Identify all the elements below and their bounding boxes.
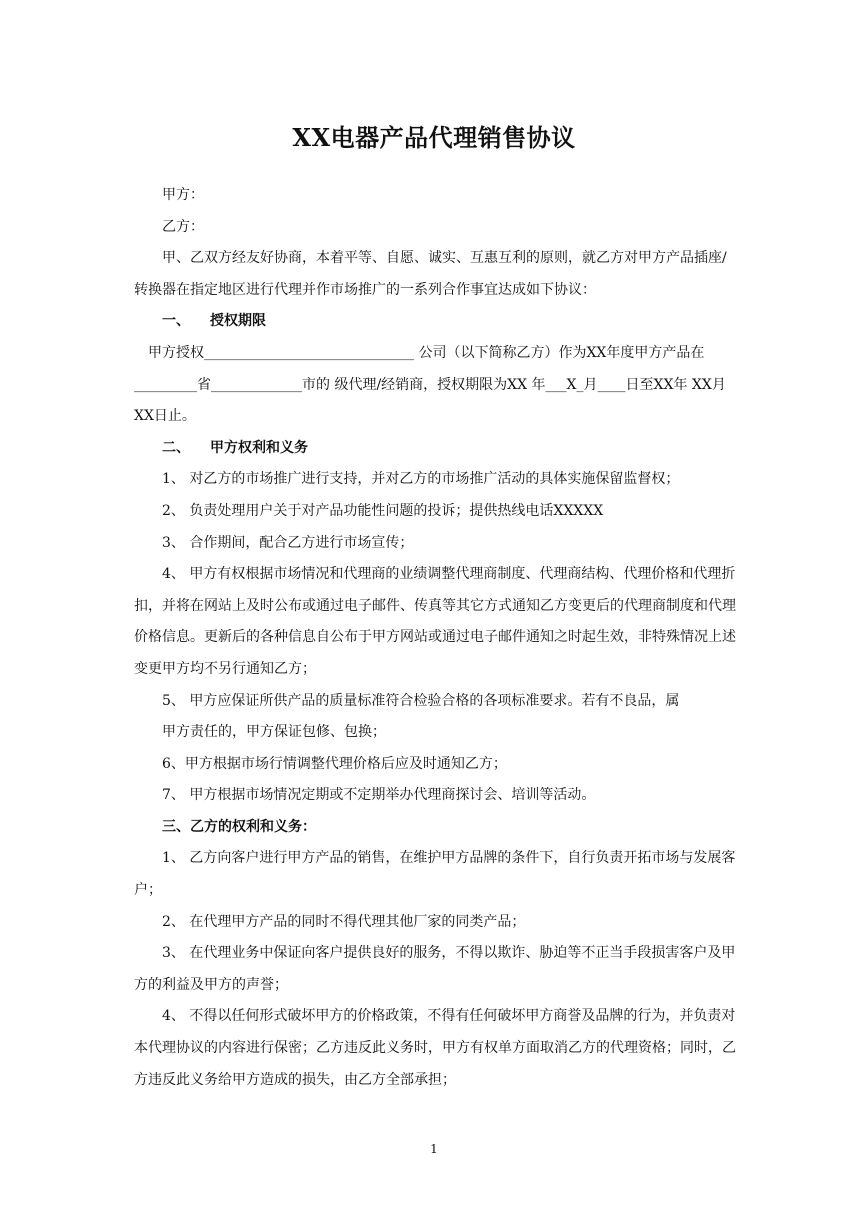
section-2-item-3: 3、 合作期间，配合乙方进行市场宣传；: [162, 534, 414, 551]
section-3-heading: 三、乙方的权利和义务：: [162, 818, 316, 835]
section-1-text: 甲方授权______________________________ 公司（以下简称乙方）作为XX年度甲方产品在_________省_____________市的 级代理/经销商，授权期限为XX 年___X_月____日至XX年 XX月XX日止。: [134, 344, 726, 425]
section-1-heading: [134, 306, 739, 338]
section-1-title: 授权期限: [210, 313, 266, 330]
section-2-item-2: 2、 负责处理用户关于对产品功能性问题的投诉；提供热线电话XXXXX: [162, 502, 604, 519]
section-2-number: 二、: [162, 439, 190, 456]
section-2-title: 甲方权利和义务: [210, 439, 308, 456]
section-2-item-5: 5、 甲方应保证所供产品的质量标准符合检验合格的各项标准要求。若有不良品，属: [162, 692, 680, 709]
party-b-line: 乙方：: [162, 218, 204, 235]
section-3-item-4: 4、 不得以任何形式破坏甲方的价格政策，不得有任何破坏甲方商誉及品牌的行为，并负责对本代理协议的内容进行保密；乙方违反此义务时，甲方有权单方面取消乙方的代理资格；同时，乙方违反此义务给甲方造成的损失，由乙方全部承担；: [134, 1008, 736, 1088]
section-3-item-1: 1、 乙方向客户进行甲方产品的销售，在维护甲方品牌的条件下，自行负责开拓市场与发展客户；: [134, 850, 736, 899]
party-a-line: 甲方：: [162, 187, 204, 203]
document-body: [134, 180, 739, 1096]
section-2-item-1: 1、 对乙方的市场推广进行支持，并对乙方的市场推广活动的具体实施保留监督权；: [162, 471, 680, 488]
section-3-item-2: 2、 在代理甲方产品的同时不得代理其他厂家的同类产品；: [162, 913, 526, 930]
section-2-item-5-continued: 甲方责任的，甲方保证包修、包换；: [162, 724, 386, 741]
document-title: XX电器产品代理销售协议: [292, 123, 576, 152]
section-2-heading: [134, 433, 739, 465]
section-2-item-4: 4、 甲方有权根据市场情况和代理商的业绩调整代理商制度、代理商结构、代理价格和代理折扣，并将在网站上及时公布或通过电子邮件、传真等其它方式通知乙方变更后的代理商制度和代理价格信息。更新后的各种信息自公布于甲方网站或通过电子邮件通知之时起生效，非特殊情况上述变更甲方均不另行通知乙方；: [134, 566, 736, 677]
section-2-item-7: 7、 甲方根据市场情况定期或不定期举办代理商探讨会、培训等活动。: [162, 787, 596, 804]
page-number: 1: [430, 1142, 438, 1156]
section-1-number: 一、: [162, 313, 190, 330]
section-2-item-6: 6、甲方根据市场行情调整代理价格后应及时通知乙方；: [162, 755, 507, 772]
section-3-item-3: 3、 在代理业务中保证向客户提供良好的服务，不得以欺诈、胁迫等不正当手段损害客户及甲方的利益及甲方的声誉；: [134, 945, 736, 993]
intro-paragraph: 甲、乙双方经友好协商，本着平等、自愿、诚实、互惠互利的原则，就乙方对甲方产品插座/转换器在指定地区进行代理并作市场推广的一系列合作事宜达成如下协议：: [134, 250, 727, 298]
